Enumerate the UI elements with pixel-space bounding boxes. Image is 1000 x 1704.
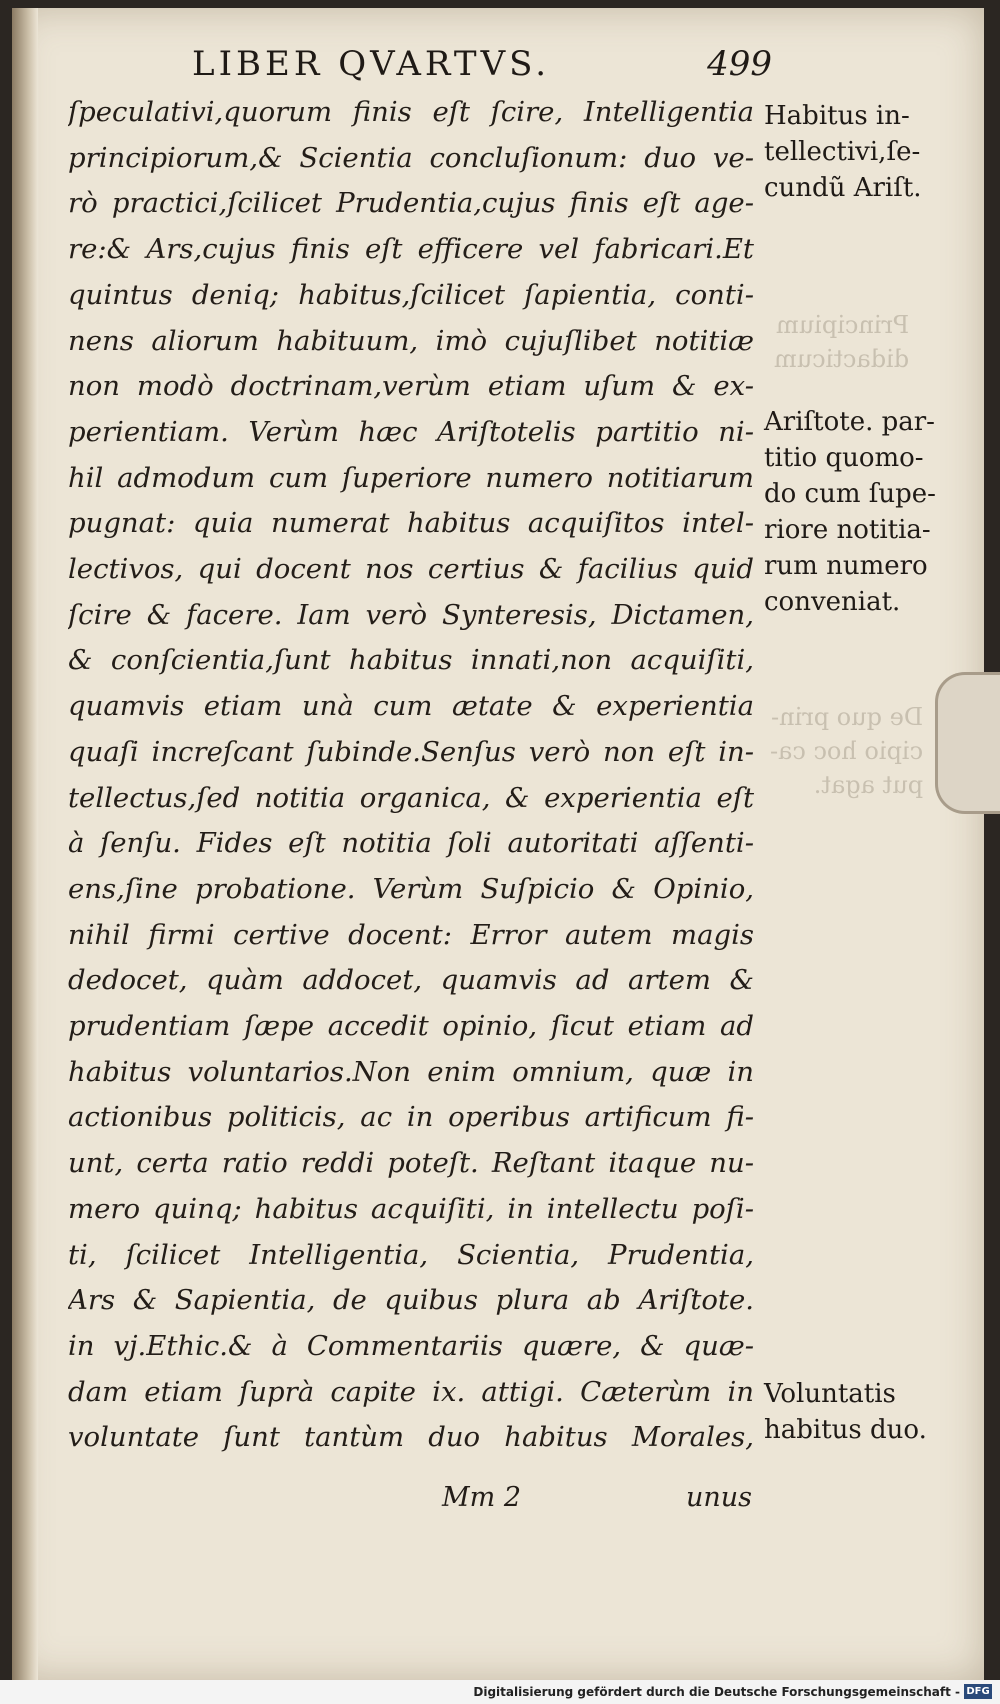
- text-line: quaſi increſcant ſubinde.Senſus verò non eſt in-: [68, 735, 754, 768]
- text-line: re:& Ars,cujus finis eſt efficere vel fabricari.Et: [68, 233, 754, 266]
- bleed-line: Principium: [776, 311, 910, 339]
- text-line: tellectus,ſed notitia organica, & experientia eſt: [68, 781, 754, 814]
- text-line: pugnat: quia numerat habitus acquiſitos intel-: [68, 507, 754, 540]
- text-line: quintus deniq; habitus,ſcilicet ſapientia, conti-: [68, 278, 754, 311]
- margin-line: tellectivi,ſe-: [764, 137, 921, 167]
- text-line: ſpeculativi,quorum finis eſt ſcire, Intelligentia: [68, 96, 754, 128]
- text-line: ſcire & facere. Iam verò Synteresis, Dictamen,: [68, 598, 754, 631]
- bleed-through-text-1: [774, 308, 909, 376]
- marginal-note-aristotle: [764, 404, 936, 620]
- text-line: in vj.Ethic.& à Commentariis quære, & quæ-: [68, 1329, 754, 1362]
- signature-mark: Mm 2: [442, 1482, 522, 1513]
- book-spine: [12, 8, 38, 1680]
- text-line: voluntate ſunt tantùm duo habitus Morales,: [68, 1421, 754, 1454]
- bleed-line: cipio hoc ca-: [770, 737, 924, 765]
- margin-line: Ariſtote. par-: [764, 407, 935, 437]
- text-line: actionibus politicis, ac in operibus artificum fi-: [68, 1101, 754, 1134]
- text-line: prudentiam ſæpe accedit opinio, ſicut etiam ad: [68, 1010, 754, 1043]
- margin-line: riore notitia-: [764, 515, 931, 545]
- text-line: hil admodum cum ſuperiore numero notitiarum: [68, 461, 754, 494]
- text-line: principiorum,& Scientia concluſionum: duo ve-: [68, 141, 754, 174]
- text-line: nihil firmi certive docent: Error autem magis: [68, 918, 754, 951]
- margin-line: Habitus in-: [764, 101, 910, 131]
- footer-bar: [0, 1680, 1000, 1704]
- margin-line: cundũ Ariſt.: [764, 173, 922, 203]
- text-line: Ars & Sapientia, de quibus plura ab Ariſtote.: [68, 1284, 754, 1317]
- marginal-note-voluntatis: [764, 1376, 927, 1448]
- bleed-through-text-2: [770, 700, 923, 802]
- text-line: dam etiam ſuprà capite ix. attigi. Cæterùm in: [68, 1375, 754, 1408]
- text-line: non modò doctrinam,verùm etiam uſum & ex-: [68, 370, 754, 403]
- dfg-logo: DFG: [964, 1684, 992, 1699]
- text-line: à ſenſu. Fides eſt notitia ſoli autoritati aſſenti-: [68, 827, 754, 860]
- footer-credit: Digitalisierung gefördert durch die Deutsche Forschungsgemeinschaft -: [473, 1685, 960, 1699]
- bleed-line: put agat.: [813, 771, 924, 799]
- text-line: dedocet, quàm addocet, quamvis ad artem &: [68, 964, 754, 997]
- margin-line: conveniat.: [764, 587, 901, 617]
- text-line: lectivos, qui docent nos certius & facilius quid: [68, 553, 754, 586]
- text-line: & conſcientia,ſunt habitus innati,non acquiſiti,: [68, 644, 754, 677]
- margin-line: Voluntatis: [764, 1379, 896, 1409]
- page-number: 499: [707, 44, 772, 84]
- text-line: ti, ſcilicet Intelligentia, Scientia, Prudentia,: [68, 1238, 754, 1271]
- bleed-line: De quo prin-: [771, 703, 924, 731]
- book-page: [12, 8, 984, 1680]
- text-line: quamvis etiam unà cum ætate & experientia: [68, 690, 754, 723]
- text-line: perientiam. Verùm hæc Ariſtotelis partitio ni-: [68, 415, 754, 448]
- main-text-block: [68, 90, 754, 1461]
- margin-line: rum numero: [764, 551, 928, 581]
- text-line: habitus voluntarios.Non enim omnium, quæ in: [68, 1055, 754, 1088]
- running-header: [192, 44, 772, 84]
- text-line: nens aliorum habituum, imò cujuſlibet notitiæ: [68, 324, 754, 357]
- catchword: unus: [685, 1482, 752, 1513]
- text-line: ens,ſine probatione. Verùm Suſpicio & Opinio,: [68, 872, 754, 905]
- marginal-note-habitus: [764, 98, 922, 206]
- text-line: unt, certa ratio reddi poteſt. Reſtant itaque nu-: [68, 1147, 754, 1180]
- text-line: rò practici,ſcilicet Prudentia,cujus finis eſt age-: [68, 187, 754, 220]
- text-line: mero quinq; habitus acquiſiti, in intellectu poſi-: [68, 1192, 754, 1225]
- book-clasp: [935, 672, 1000, 814]
- margin-line: habitus duo.: [764, 1415, 927, 1445]
- margin-line: do cum ſupe-: [764, 479, 936, 509]
- running-title: LIBER QVARTVS.: [192, 44, 551, 84]
- margin-line: titio quomo-: [764, 443, 924, 473]
- bleed-line: didacticum: [774, 345, 910, 373]
